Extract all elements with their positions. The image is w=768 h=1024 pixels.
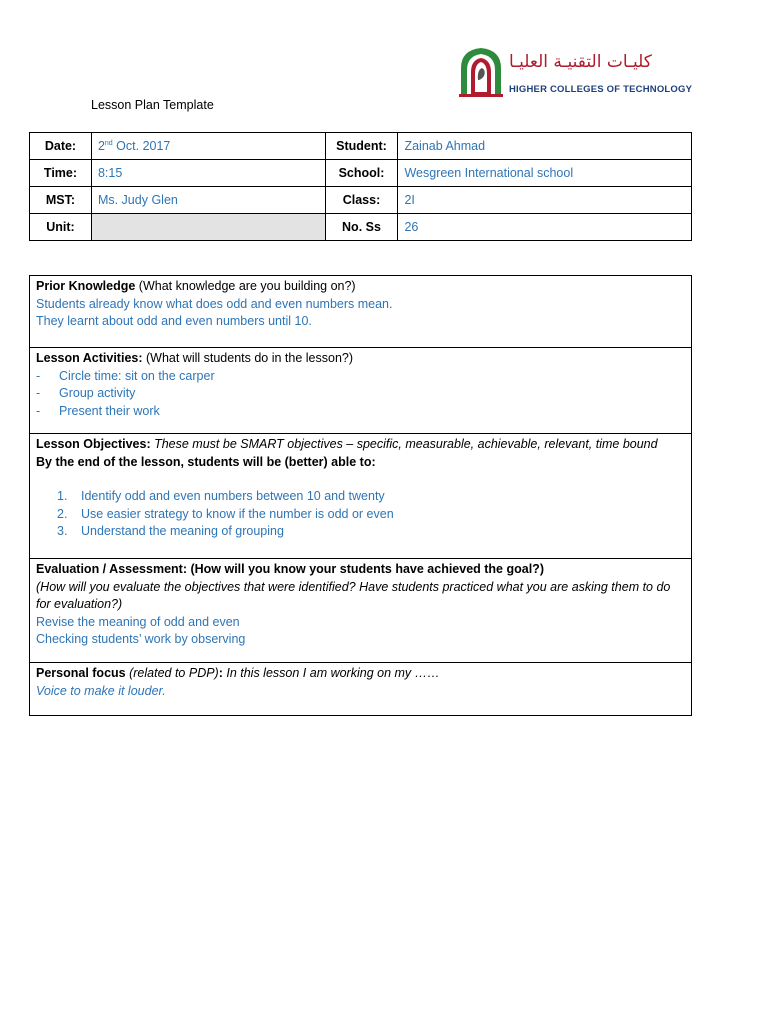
list-item: - Circle time: sit on the carper <box>36 368 215 383</box>
list-item: - Group activity <box>36 386 136 400</box>
school-value: Wesgreen International school <box>398 160 692 187</box>
evaluation-note: (How will you evaluate the objectives that were identified? Have students practiced what you are asking them to do <box>36 579 671 594</box>
list-item: Students already know what does odd and even numbers mean. <box>36 296 393 311</box>
date-label: Date: <box>30 133 92 160</box>
list-item: 3. Understand the meaning of grouping <box>57 524 284 538</box>
lesson-info-table <box>29 132 692 241</box>
logo-english-text: HIGHER COLLEGES OF TECHNOLOGY <box>509 84 693 95</box>
mst-value: Ms. Judy Glen <box>91 187 325 214</box>
school-label: School: <box>325 160 398 187</box>
prior-knowledge-heading: Prior Knowledge (What knowledge are you building on?) <box>36 279 356 293</box>
table-row <box>30 214 692 241</box>
list-item: - Present their work <box>36 403 160 418</box>
class-label: Class: <box>325 187 398 214</box>
personal-focus-section <box>30 662 691 715</box>
table-row <box>30 160 692 187</box>
hct-logo <box>457 46 693 98</box>
time-value: 8:15 <box>91 160 325 187</box>
lesson-objectives-heading: Lesson Objectives: These must be SMART objectives – specific, measurable, achievable, relevant, time bound <box>36 437 658 451</box>
lesson-objectives-section <box>30 433 691 558</box>
page-title: Lesson Plan Template <box>91 98 214 112</box>
unit-label: Unit: <box>30 214 92 241</box>
class-value: 2I <box>398 187 692 214</box>
evaluation-heading: Evaluation / Assessment: (How will you know your students have achieved the goal?) <box>36 562 544 576</box>
prior-knowledge-section <box>30 276 691 347</box>
table-row <box>30 187 692 214</box>
evaluation-note: for evaluation?) <box>36 597 123 611</box>
evaluation-section <box>30 558 691 662</box>
student-value: Zainab Ahmad <box>398 133 692 160</box>
logo-emblem-icon <box>457 46 505 98</box>
mst-label: MST: <box>30 187 92 214</box>
list-item: 2. Use easier strategy to know if the number is odd or even <box>57 506 394 521</box>
lesson-activities-section <box>30 347 691 433</box>
no-ss-value: 26 <box>398 214 692 241</box>
lesson-activities-heading: Lesson Activities: (What will students do in the lesson?) <box>36 351 354 365</box>
date-value: 2nd Oct. 2017 <box>91 133 325 160</box>
time-label: Time: <box>30 160 92 187</box>
list-item: They learnt about odd and even numbers until 10. <box>36 314 312 328</box>
student-label: Student: <box>325 133 398 160</box>
table-row <box>30 133 692 160</box>
logo-arabic-text: كليـات التقنيـة العليـا <box>509 52 652 72</box>
list-item: Checking students’ work by observing <box>36 632 246 646</box>
objectives-intro: By the end of the lesson, students will be (better) able to: <box>36 454 376 469</box>
personal-focus-text: Voice to make it louder. <box>36 683 166 698</box>
list-item: 1. Identify odd and even numbers between 10 and twenty <box>57 489 385 503</box>
personal-focus-heading: Personal focus (related to PDP): In this lesson I am working on my …… <box>36 666 440 680</box>
no-ss-label: No. Ss <box>325 214 398 241</box>
list-item: Revise the meaning of odd and even <box>36 614 240 629</box>
unit-value <box>91 214 325 241</box>
lesson-plan-box <box>29 275 692 716</box>
